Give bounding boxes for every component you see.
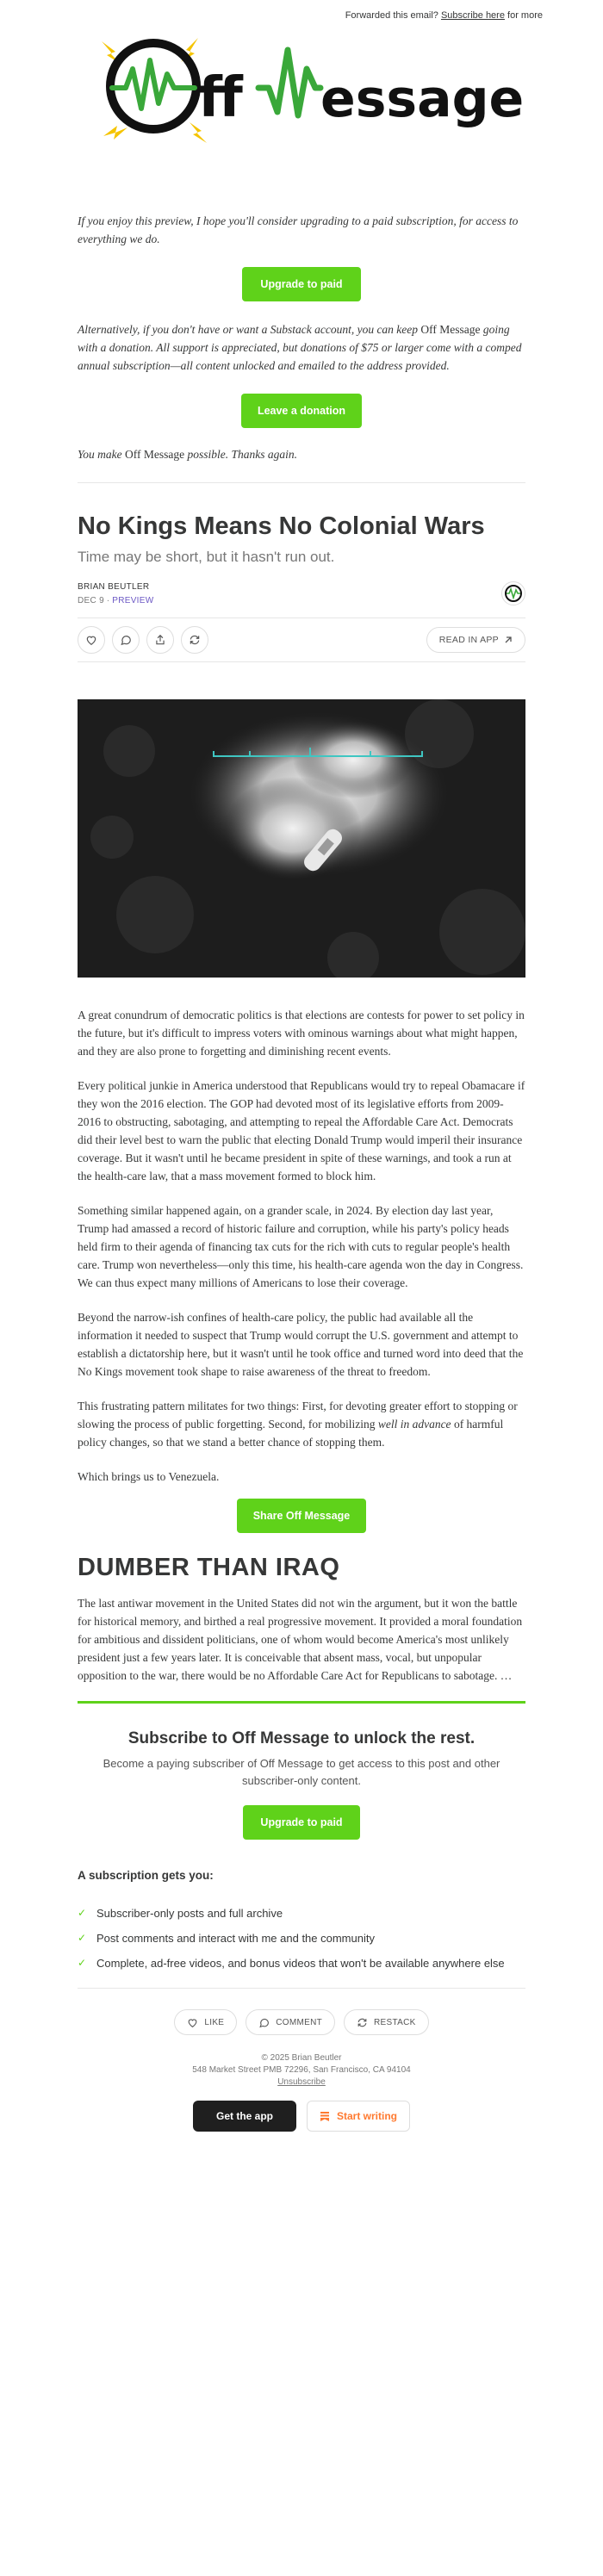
p5-part-b: of harmful policy changes, so that we stand a better chance of stopping them. (78, 1418, 504, 1449)
unsubscribe-link[interactable]: Unsubscribe (277, 2077, 326, 2087)
benefit-item (78, 1956, 525, 1971)
comment-icon (258, 2017, 270, 2028)
body-paragraph-5 (78, 1397, 525, 1451)
promo-p3-brand: Off Message (125, 448, 185, 461)
benefits-section (78, 1869, 525, 1971)
p5-emphasis: well in advance (377, 1418, 451, 1431)
post-header (78, 511, 525, 662)
like-label: LIKE (204, 2017, 225, 2027)
body-paragraph-1: A great conundrum of democratic politics is that elections are contests for power to set policy in the future, but it's difficult to impress voters with ominous warnings about what might happen, and they are also prone to forgetting and diminishing recent events. (78, 1009, 525, 1058)
subscribe-here-link[interactable]: Subscribe here (440, 10, 505, 21)
benefit-item (78, 1931, 525, 1946)
forwarded-suffix: for more (507, 10, 543, 21)
benefit-text: Post comments and interact with me and the community (96, 1932, 375, 1945)
comment-label: COMMENT (276, 2017, 323, 2027)
benefit-text: Complete, ad-free videos, and bonus videos that won't be available anywhere else (96, 1957, 505, 1970)
benefits-title: A subscription gets you: (78, 1869, 214, 1882)
paywall-title: Subscribe to Off Message to unlock the rest. (127, 1729, 476, 1747)
drone-strike-boat-image (78, 699, 525, 978)
comment-icon[interactable] (112, 626, 140, 654)
mailing-address: 548 Market Street PMB 72296, San Francisco, CA 94104 (192, 2065, 411, 2075)
author-name[interactable]: BRIAN BEUTLER (78, 581, 150, 592)
footer-comment-button[interactable] (246, 2009, 335, 2035)
body-paragraph-4: Beyond the narrow-ish confines of health-care policy, the public had available all the information it needed to suspect that Trump would corrupt the U.S. government and attempt to establish a dictatorship here, but it wasn't until he took office and turned word into deed that the No Kings movement took shape to raise awareness of the threat to freedom. (78, 1311, 524, 1378)
p5-part-a: This frustrating pattern militates for two things: First, for devoting greater effort to stopping or slowing the process of public forgetting. Second, for mobilizing (78, 1400, 518, 1431)
restack-icon (357, 2017, 368, 2028)
post-title[interactable]: No Kings Means No Colonial Wars (78, 512, 485, 540)
paywall-text: Become a paying subscriber of Off Message to get access to this post and other subscriber-only content. (103, 1757, 500, 1787)
promo-p2-part-b: going with a donation. All support is appreciated, but donations of $75 or larger come with a comped annual subscription—all content unlocked and emailed to the address provided. (78, 323, 522, 372)
footer-info (0, 2052, 603, 2089)
external-arrow-icon (504, 636, 513, 644)
benefits-list (78, 1906, 525, 1971)
post-body (78, 1006, 525, 1685)
substack-icon (320, 2111, 330, 2121)
check-icon: ✓ (78, 1907, 87, 1919)
read-in-app-button[interactable] (426, 627, 525, 653)
check-icon: ✓ (78, 1932, 87, 1944)
benefit-text: Subscriber-only posts and full archive (96, 1907, 283, 1920)
avatar-logo-icon (504, 584, 523, 603)
forwarded-text: Forwarded this email? (345, 10, 438, 21)
copyright: © 2025 Brian Beutler (261, 2053, 342, 2063)
byline (78, 581, 525, 605)
restack-label: RESTACK (374, 2017, 416, 2027)
footer-like-button[interactable] (174, 2009, 237, 2035)
post-meta (78, 596, 153, 605)
footer-actions (0, 2009, 603, 2035)
post-subtitle: Time may be short, but it hasn't run out. (78, 549, 335, 565)
start-writing-label: Start writing (336, 2110, 397, 2122)
hero-image[interactable] (78, 699, 525, 978)
share-off-message-button[interactable]: Share Off Message (237, 1499, 366, 1533)
promo-p2-part-a: Alternatively, if you don't have or want a Substack account, you can keep (78, 323, 419, 336)
promo-p2-brand: Off Message (420, 323, 481, 336)
promo-paragraph-1: If you enjoy this preview, I hope you'll consider upgrading to a paid subscription, for access to everything we do. (78, 214, 519, 245)
meta-separator: ∙ (107, 595, 110, 605)
section-heading: DUMBER THAN IRAQ (78, 1554, 340, 1581)
preview-label: PREVIEW (112, 595, 154, 605)
donation-button[interactable]: Leave a donation (241, 394, 362, 428)
benefit-item (78, 1906, 525, 1921)
divider (78, 482, 525, 483)
promo-section (78, 164, 525, 463)
promo-p3-part-a: You make (78, 448, 122, 461)
paywall-upgrade-button[interactable]: Upgrade to paid (243, 1805, 360, 1840)
body-paragraph-7: The last antiwar movement in the United States did not win the argument, but it won the battle for historical memory, and birthed a real progressive movement. It provided a moral foundation for ambitious and dissident politicians, one of whom would become America's most unlikely president just a few years later. It is conceivable that absent mass, vocal, but unpopular opposition to the war, there would be no Affordable Care Act for Republicans to sabotage. … (78, 1597, 523, 1682)
body-paragraph-2: Every political junkie in America understood that Republicans would try to repeal Obamacare if they won the 2016 election. The GOP had devoted most of its legislative efforts from 2009-2016 to obstructing, sabotaging, and attempting to repeal the Affordable Care Act. Democrats did their level best to warn the public that electing Donald Trump would imperil their insurance coverage. But it wasn't until he became president in spite of these warnings, and took a run at the health-care law, that a mass movement formed to block him. (78, 1079, 525, 1182)
heart-icon (187, 2017, 198, 2028)
post-actions-bar (78, 618, 525, 662)
promo-paragraph-2 (78, 320, 525, 375)
app-buttons (0, 2101, 603, 2142)
promo-p3-part-b: possible. Thanks again. (187, 448, 298, 461)
get-the-app-button[interactable]: Get the app (193, 2101, 296, 2132)
start-writing-button[interactable] (307, 2101, 410, 2132)
check-icon: ✓ (78, 1957, 87, 1969)
svg-text:essage: essage (320, 69, 525, 129)
post-date: DEC 9 (78, 595, 104, 605)
action-icons (78, 626, 215, 654)
logo-graphic (78, 26, 525, 164)
paywall-section (78, 1701, 525, 1840)
svg-text:ff: ff (198, 66, 243, 130)
promo-paragraph-3 (78, 445, 525, 463)
restack-icon[interactable] (181, 626, 208, 654)
share-icon[interactable] (146, 626, 174, 654)
divider (78, 1988, 525, 1989)
read-in-app-label: READ IN APP (438, 635, 499, 645)
forwarded-bar (0, 0, 603, 26)
footer-restack-button[interactable] (344, 2009, 429, 2035)
body-paragraph-3: Something similar happened again, on a grander scale, in 2024. By election day last year, Trump had amassed a record of historic failure and corruption, while his party's policy heads held firm to their agenda of financing tax cuts for the rich with cuts to regular people's health care. Trump won nevertheless—only this time, his health-care agenda won the day in Congress. We can thus expect many millions of Americans to lose their coverage. (78, 1204, 524, 1289)
heart-icon[interactable] (78, 626, 105, 654)
off-message-logo[interactable] (78, 26, 525, 164)
avatar[interactable] (501, 581, 525, 605)
body-paragraph-6: Which brings us to Venezuela. (78, 1470, 220, 1483)
upgrade-button[interactable]: Upgrade to paid (242, 267, 361, 301)
